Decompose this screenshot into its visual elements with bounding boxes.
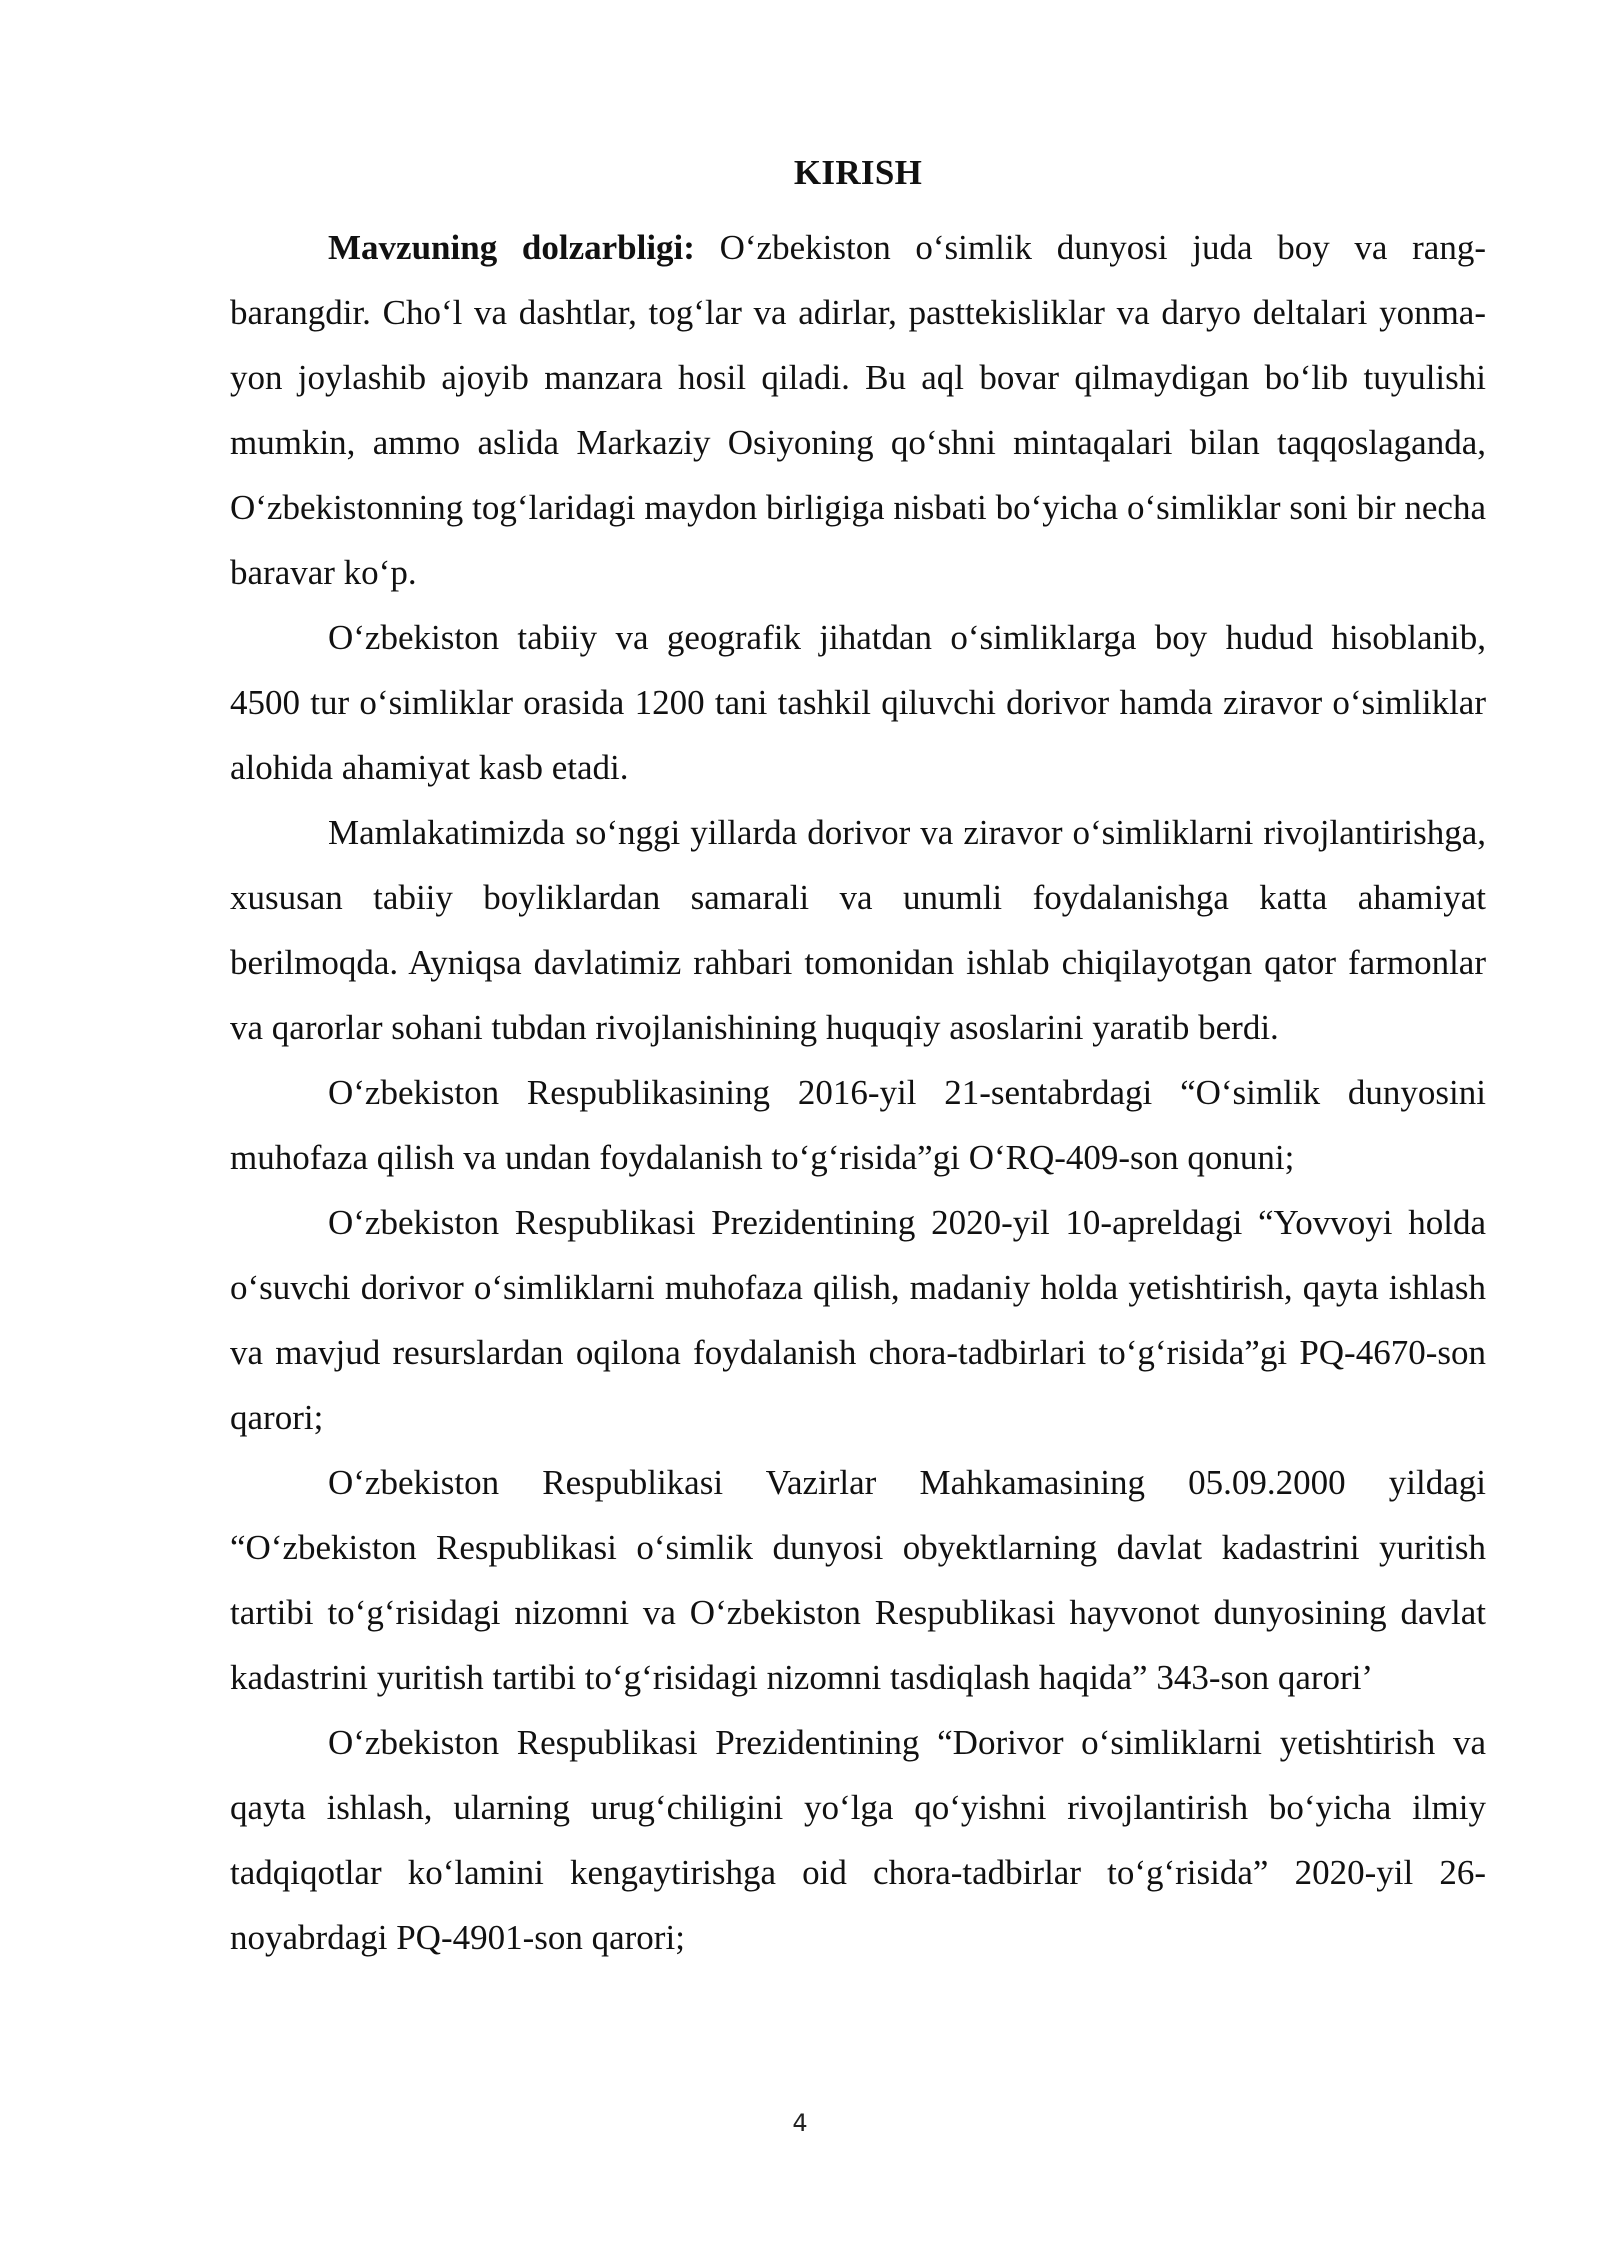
relevance-text: O‘zbekiston o‘simlik dunyosi juda boy va rang-barangdir. Cho‘l va dashtlar, tog‘lar va adirlar, pasttekisliklar va daryo deltalari yonma-yon joylashib ajoyib manzara hosil qiladi. Bu aql bovar qilmaydigan bo‘lib tuyulishi mumkin, ammo aslida Markaziy Osiyoning qo‘shni mintaqalari bilan taqqoslaganda, O‘zbekistonning tog‘laridagi maydon birligiga nisbati bo‘yicha o‘simliklar soni bir necha baravar ko‘p.	[230, 228, 1486, 592]
paragraph-resolution-343: O‘zbekiston Respublikasi Vazirlar Mahkamasining 05.09.2000 yildagi “O‘zbekiston Respublikasi o‘simlik dunyosi obyektlarning davlat kadastrini yuritish tartibi to‘g‘risidagi nizomni va O‘zbekiston Respublikasi hayvonot dunyosining davlat kadastrini yuritish tartibi to‘g‘risidagi nizomni tasdiqlash haqida” 343-son qarori’	[230, 1463, 1486, 1697]
relevance-lead: Mavzuning dolzarbligi:	[328, 228, 695, 267]
page-content	[230, 150, 1486, 1970]
paragraph-flora-statistics: O‘zbekiston tabiiy va geografik jihatdan o‘simliklarga boy hudud hisoblanib, 4500 tur o‘simliklar orasida 1200 tani tashkil qiluvchi dorivor hamda ziravor o‘simliklar alohida ahamiyat kasb etadi.	[230, 618, 1486, 787]
paragraph-relevance	[230, 215, 1486, 605]
paragraph-decree-pq-4901: O‘zbekiston Respublikasi Prezidentining “Dorivor o‘simliklarni yetishtirish va qayta ishlash, ularning urug‘chiligini yo‘lga qo‘yishni rivojlantirish bo‘yicha ilmiy tadqiqotlar ko‘lamini kengaytirishga oid chora-tadbirlar to‘g‘risida” 2020-yil 26-noyabrdagi PQ-4901-son qarori;	[230, 1723, 1486, 1957]
page-title: KIRISH	[793, 153, 923, 192]
page-number: 4	[792, 2109, 808, 2137]
paragraph-state-policy: Mamlakatimizda so‘nggi yillarda dorivor va ziravor o‘simliklarni rivojlantirishga, xususan tabiiy boyliklardan samarali va unumli foydalanishga katta ahamiyat berilmoqda. Ayniqsa davlatimiz rahbari tomonidan ishlab chiqilayotgan qator farmonlar va qarorlar sohani tubdan rivojlanishining huquqiy asoslarini yaratib berdi.	[230, 813, 1486, 1047]
paragraph-law-orq-409: O‘zbekiston Respublikasining 2016-yil 21-sentabrdagi “O‘simlik dunyosini muhofaza qilish va undan foydalanish to‘g‘risida”gi O‘RQ-409-son qonuni;	[230, 1073, 1486, 1177]
paragraph-decree-pq-4670: O‘zbekiston Respublikasi Prezidentining 2020-yil 10-apreldagi “Yovvoyi holda o‘suvchi dorivor o‘simliklarni muhofaza qilish, madaniy holda yetishtirish, qayta ishlash va mavjud resurslardan oqilona foydalanish chora-tadbirlari to‘g‘risida”gi PQ-4670-son qarori;	[230, 1203, 1486, 1437]
